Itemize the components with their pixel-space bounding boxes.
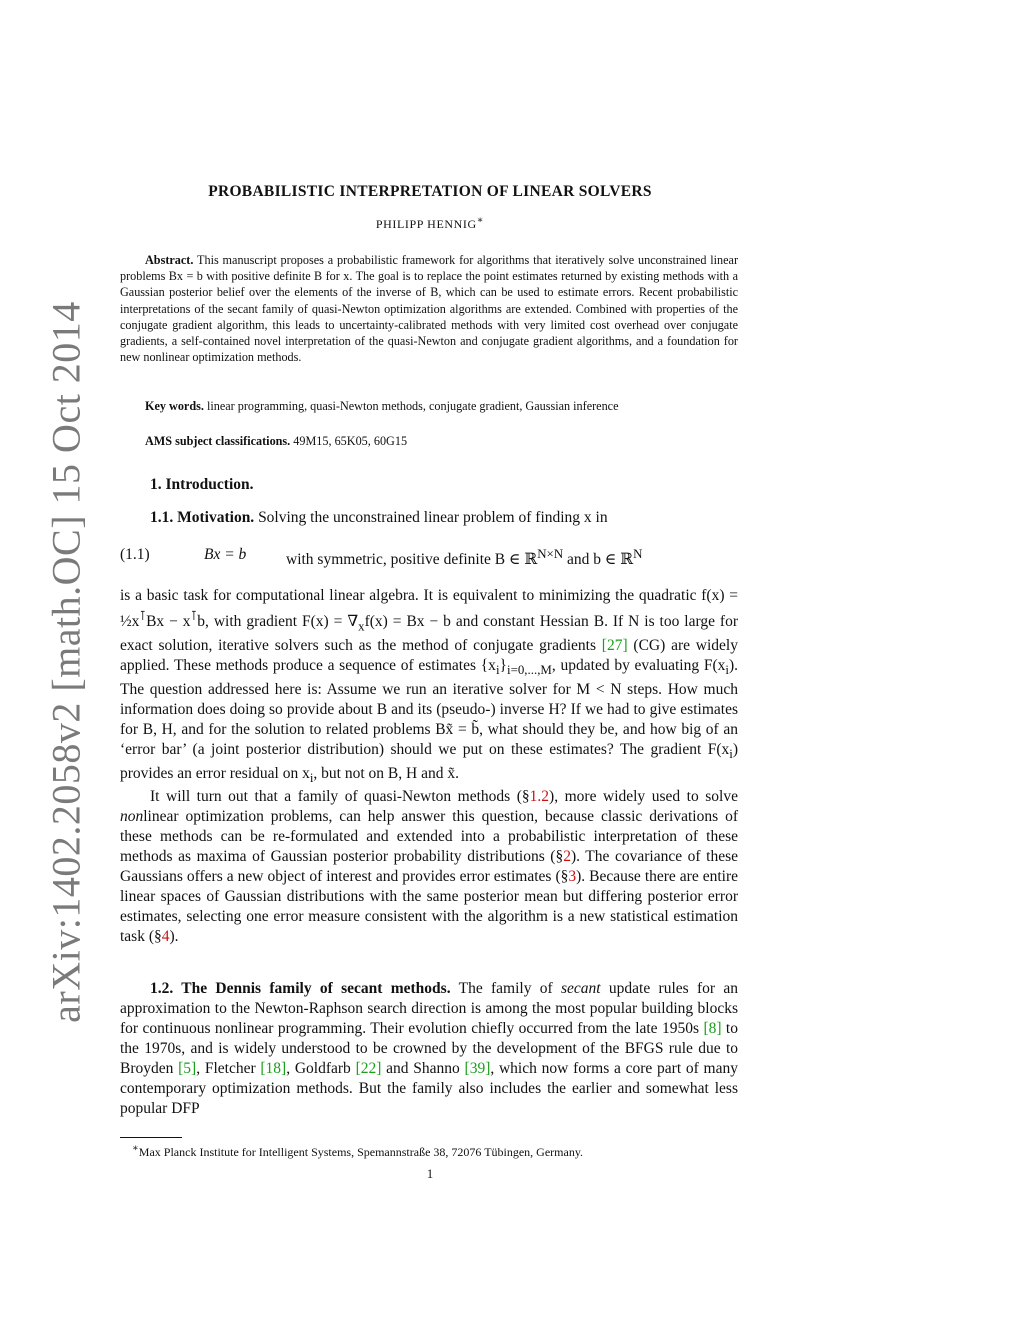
equation-lhs: Bx = b bbox=[204, 546, 247, 563]
subsection-heading: 1.1. Motivation. bbox=[150, 509, 255, 526]
citation-22[interactable]: [22] bbox=[355, 1059, 382, 1077]
keywords-text: linear programming, quasi-Newton methods, conjugate gradient, Gaussian inference bbox=[206, 399, 619, 413]
author-line bbox=[120, 215, 740, 232]
citation-8[interactable]: [8] bbox=[703, 1019, 722, 1037]
footnote: ∗Max Planck Institute for Intelligent Systems, Spemannstraße 38, 72076 Tübingen, Germany. bbox=[132, 1143, 584, 1159]
citation-39[interactable]: [39] bbox=[464, 1059, 491, 1077]
ams-text: 49M15, 65K05, 60G15 bbox=[293, 434, 408, 448]
author-footnote-mark: ∗ bbox=[476, 215, 485, 226]
arxiv-identifier: arXiv:1402.2058v2 [math.OC] 15 Oct 2014 bbox=[43, 301, 89, 1023]
equation-1-1 bbox=[120, 546, 740, 568]
paragraph-quasi-newton: It will turn out that a family of quasi-Newton methods (§1.2), more widely used to solve nonlinear optimization problems, can help answer this question, because classic derivations of these methods can be re-formulated and extended into a probabilistic interpretation of these methods as maxima of Gaussian posterior probability distributions (§2). The covariance of these Gaussians offers a new object of interest and provides error estimates (§3). Because there are entire linear spaces of Gaussian distributions with the same posterior mean but differing posterior error estimates, selecting one error measure consistent with the algorithm is a new statistical estimation task (§4). bbox=[120, 788, 739, 945]
citation-5[interactable]: [5] bbox=[178, 1059, 197, 1077]
paper-title: PROBABILISTIC INTERPRETATION OF LINEAR SOLVERS bbox=[208, 183, 652, 200]
citation-27[interactable]: [27] bbox=[601, 637, 628, 655]
section-ref-4[interactable]: 4 bbox=[161, 927, 170, 945]
paragraph-dennis-family: 1.2. The Dennis family of secant methods. The family of secant update rules for an approximation to the Newton-Raphson search direction is among the most popular building blocks for continuous nonlinear programming. Their evolution chiefly occurred from the late 1950s [8] to the 1970s, and is widely understood to be crowned by the development of the BFGS rule due to Broyden [5], Fletcher [18], Goldfarb [22] and Shanno [39], which now forms a core part of many contemporary optimization methods. But the family also includes the earlier and somewhat less popular DFP bbox=[120, 980, 738, 1117]
section-ref-3[interactable]: 3 bbox=[568, 867, 577, 885]
subsection-motivation bbox=[150, 509, 740, 527]
subsection-heading-1-2: 1.2. The Dennis family of secant methods. bbox=[150, 980, 451, 997]
abstract-label: Abstract. bbox=[145, 253, 194, 267]
footnote-rule bbox=[120, 1137, 182, 1138]
keywords-label: Key words. bbox=[145, 399, 204, 413]
equation-number: (1.1) bbox=[120, 546, 150, 563]
section-ref-1-2[interactable]: 1.2 bbox=[529, 788, 550, 805]
citation-18[interactable]: [18] bbox=[260, 1059, 287, 1077]
section-ref-2[interactable]: 2 bbox=[563, 847, 571, 865]
page-number: 1 bbox=[426, 1167, 434, 1181]
section-heading: 1. Introduction. bbox=[150, 476, 254, 493]
paragraph-motivation: is a basic task for computational linear algebra. It is equivalent to minimizing the quadratic f(x) = ½x⊺Bx − x⊺b, with gradient $F(x) = \nabla_xf(x) = Bx - b$ and constant Hessian B. If N is too large for exact solution, iterative solvers such as the method of conjugate gradients [27] (CG) are widely applied. These methods produce a sequence of estimates $\{x_i\}_{i=0,...,M}$, updated by evaluating $F(x_i)$. The question addressed here is: Assume we run an iterative solver for M < N steps. How much information does doing so provide about B and its (pseudo-) inverse H? If we had to give estimates for B, H, and for the solution to related problems Bx̃ = b̃, what should they be, and how big of an ‘error bar’ (a joint posterior distribution) should we put on these estimates? The gradient $F(x_i)$ provides an error residual on $x_i$, but not on B, H and x̃. bbox=[120, 587, 738, 786]
abstract-text: This manuscript proposes a probabilistic framework for algorithms that iteratively solve unconstrained linear problems Bx = b with positive definite B for x. The goal is to replace the point estimates returned by existing methods with a Gaussian posterior belief over the elements of the inverse of B, which can be used to estimate errors. Recent probabilistic interpretations of the secant family of quasi-Newton optimization algorithms are extended. Combined with properties of the conjugate gradient algorithm, this leads to uncertainty-calibrated methods with very limited cost overhead over conjugate gradients, a self-contained novel interpretation of the quasi-Newton and conjugate gradient algorithms, and a foundation for new nonlinear optimization methods. bbox=[120, 253, 739, 365]
equation-rhs: with symmetric, positive definite B ∈ ℝ$^{N\times N}$ and b ∈ ℝ$^N$ bbox=[286, 546, 643, 569]
ams-label: AMS subject classifications. bbox=[145, 434, 291, 448]
subsection-lead: Solving the unconstrained linear problem of finding x in bbox=[258, 509, 608, 526]
ams-classifications bbox=[145, 434, 740, 449]
abstract bbox=[120, 252, 738, 365]
keywords bbox=[145, 399, 740, 414]
author-name: PHILIPP HENNIG bbox=[375, 217, 477, 231]
